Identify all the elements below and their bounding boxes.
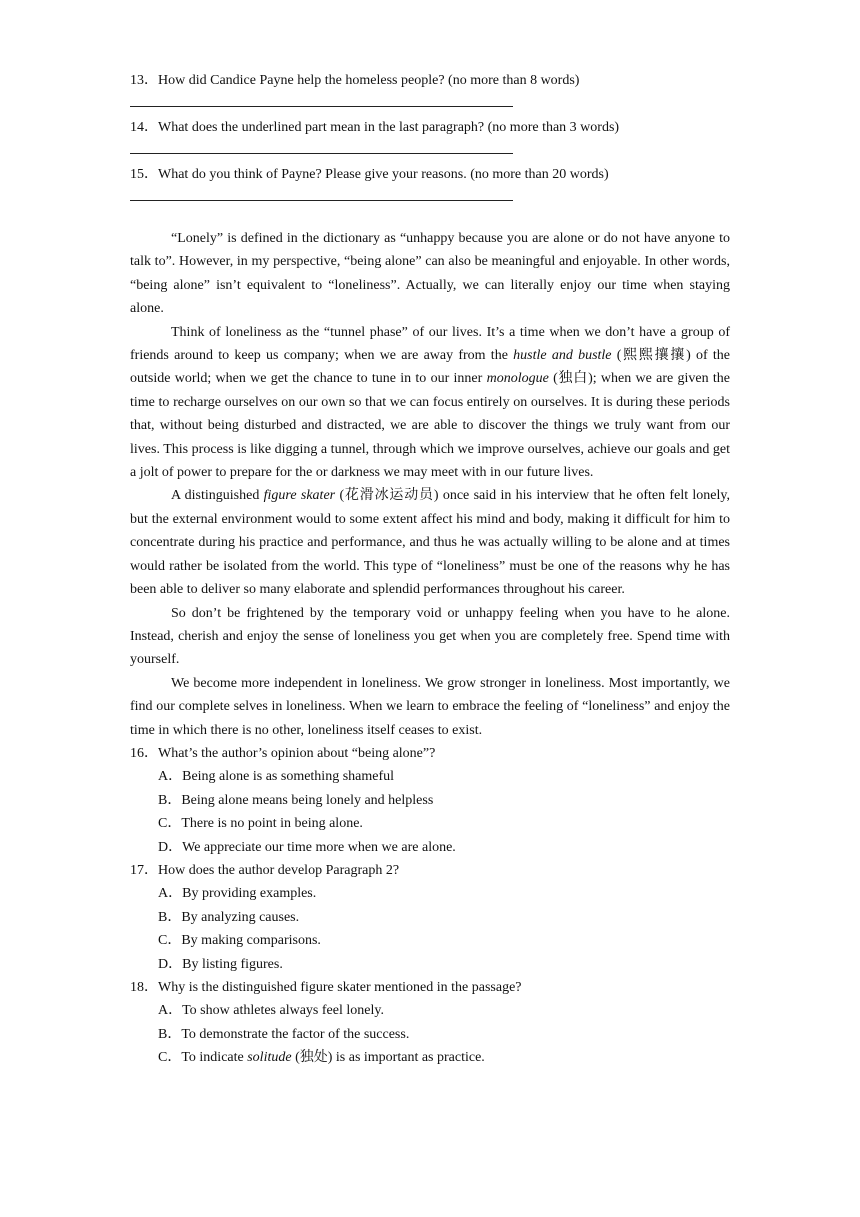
answer-line-15[interactable] xyxy=(130,200,513,201)
question-stem: 18．Why is the distinguished figure skater mentioned in the passage? xyxy=(130,980,522,995)
question-13 xyxy=(130,69,730,93)
question-number: 14． xyxy=(130,120,158,135)
option-b[interactable]: B．To demonstrate the factor of the success. xyxy=(158,1026,410,1042)
paragraph-4: So don’t be frightened by the temporary void or unhappy feeling when you have to he alone. Instead, cherish and enjoy the sense of loneliness you get when you are completely free. Spend time with yourself. xyxy=(130,605,730,668)
question-stem: 16．What’s the author’s opinion about “being alone”? xyxy=(130,745,436,761)
question-text: What do you think of Payne? Please give your reasons. (no more than 20 words) xyxy=(158,167,609,182)
question-15 xyxy=(130,163,730,187)
content-area xyxy=(130,69,730,1070)
option-d[interactable]: D．We appreciate our time more when we are alone. xyxy=(158,839,456,855)
question-text: How did Candice Payne help the homeless people? (no more than 8 words) xyxy=(158,73,580,88)
option-a[interactable]: A．To show athletes always feel lonely. xyxy=(158,1003,384,1019)
term-monologue: monologue xyxy=(486,371,549,387)
term-solitude: solitude xyxy=(247,1050,292,1066)
option-d[interactable]: D．By listing figures. xyxy=(158,956,283,972)
answer-line-13[interactable] xyxy=(130,106,513,107)
option-a[interactable]: A．By providing examples. xyxy=(158,886,317,902)
paragraph-5: We become more independent in loneliness. We grow stronger in loneliness. Most importantly, we find our complete selves in loneliness. When we learn to embrace the feeling of “loneliness” and enjoy the time in which there is no other, loneliness itself ceases to exist. xyxy=(130,675,730,738)
reading-passage xyxy=(130,227,730,742)
paragraph-2: Think of loneliness as the “tunnel phase” of our lives. It’s a time when we don’t have a group of friends around to keep us company; when we are away from the hustle and bustle (熙熙攘攘) of the outside world; when we get the chance to tune in to our inner monologue (独白); when we are given the time to recharge ourselves on our own so that we can focus entirely on ourselves. It is during these periods that, without being disturbed and distracted, we are able to discover the things we truly want from our lives. This process is like digging a tunnel, through which we improve ourselves, achieve our goals and get a jolt of power to prepare for the or darkness we may meet with in our future lives. xyxy=(130,324,730,481)
question-text: What does the underlined part mean in the last paragraph? (no more than 3 words) xyxy=(158,120,620,135)
question-number: 15． xyxy=(130,167,158,182)
question-16 xyxy=(130,742,730,859)
question-18 xyxy=(130,976,730,1070)
option-a[interactable]: A．Being alone is as something shameful xyxy=(158,769,395,785)
question-14 xyxy=(130,116,730,140)
option-c[interactable]: C．There is no point in being alone. xyxy=(158,816,363,832)
answer-line-14[interactable] xyxy=(130,153,513,154)
option-c[interactable]: C．By making comparisons. xyxy=(158,933,321,949)
question-stem: 17．How does the author develop Paragraph 2? xyxy=(130,862,400,878)
option-b[interactable]: B．Being alone means being lonely and helpless xyxy=(158,792,434,808)
short-answer-section xyxy=(130,69,730,201)
term-figure-skater: figure skater xyxy=(263,488,336,504)
paragraph-1: “Lonely” is defined in the dictionary as “unhappy because you are alone or do not have anyone to talk to”. However, in my perspective, “being alone” can also be meaningful and enjoyable. In other words, “being alone” isn’t equivalent to “loneliness”. Actually, we can literally enjoy our time when staying alone. xyxy=(130,231,730,317)
paragraph-3: A distinguished figure skater (花滑冰运动员) once said in his interview that he often felt lonely, but the external environment would to some extent affect his mind and body, making it difficult for him to concentrate during his practice and performance, and thus he was actually willing to be alone and at times would rather be isolated from the world. This type of “loneliness” must be one of the reasons why he has been able to deliver so many elaborate and splendid performances throughout his career. xyxy=(130,488,730,598)
question-number: 13． xyxy=(130,73,158,88)
term-hustle-and-bustle: hustle and bustle xyxy=(513,348,612,364)
option-c[interactable]: C．To indicate solitude (独处) is as important as practice. xyxy=(158,1050,485,1066)
option-b[interactable]: B．By analyzing causes. xyxy=(158,909,300,925)
question-17 xyxy=(130,859,730,976)
